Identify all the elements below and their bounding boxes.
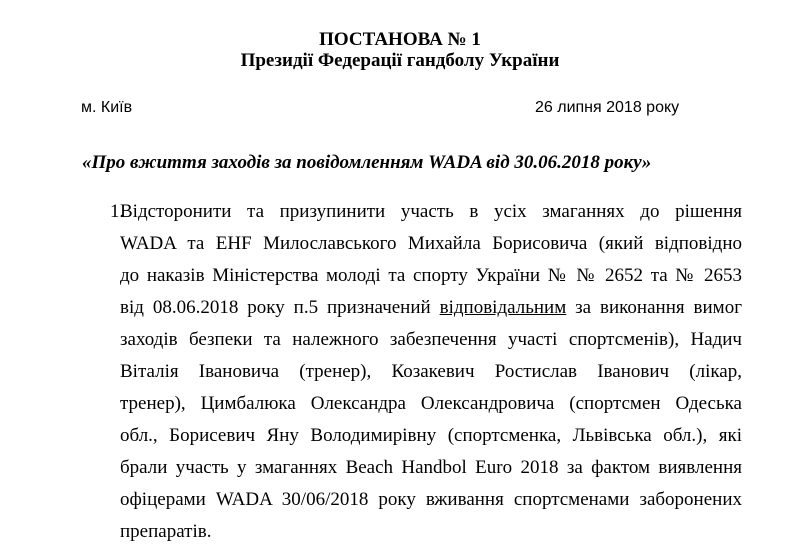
text-line: заходів безпеки та належного забезпечення участі спортсменів), Надич xyxy=(120,329,742,350)
list-item-text xyxy=(120,196,742,548)
text-line: брали участь у змаганнях Beach Handbol Euro 2018 за фактом виявлення xyxy=(120,457,742,478)
text-line: препаратів. xyxy=(120,521,212,542)
text-segment: за виконання вимог xyxy=(566,297,742,318)
document-place: м. Київ xyxy=(81,99,133,116)
underlined-word: відповідальним xyxy=(439,297,567,318)
text-line: Відсторонити та призупинити участь в усіх змаганнях до рішення xyxy=(120,201,742,222)
document-subtitle: Президії Федерації гандболу України xyxy=(240,50,560,71)
document-title: ПОСТАНОВА № 1 xyxy=(319,29,481,50)
list-item-number: 1. xyxy=(110,201,125,222)
text-line: до наказів Міністерства молоді та спорту України № № 2652 та № 2653 xyxy=(120,265,742,286)
document-date: 26 липня 2018 року xyxy=(535,99,680,116)
text-line: Віталія Івановича (тренер), Козакевич Ростислав Іванович (лікар, xyxy=(120,361,742,382)
text-segment: від 08.06.2018 року п.5 призначений xyxy=(120,297,440,318)
text-line xyxy=(120,292,742,324)
document-subject: «Про вжиття заходів за повідомленням WADA від 30.06.2018 року» xyxy=(82,152,652,173)
text-line: офіцерами WADA 30/06/2018 року вживання спортсменами заборонених xyxy=(120,489,742,510)
text-line: обл., Борисевич Яну Володимирівну (спортсменка, Львівська обл.), які xyxy=(120,425,742,446)
text-line: тренер), Цимбалюка Олександра Олександровича (спортсмен Одеська xyxy=(120,393,742,414)
text-line: WADA та EHF Милославського Михайла Борисовича (який відповідно xyxy=(120,233,742,254)
